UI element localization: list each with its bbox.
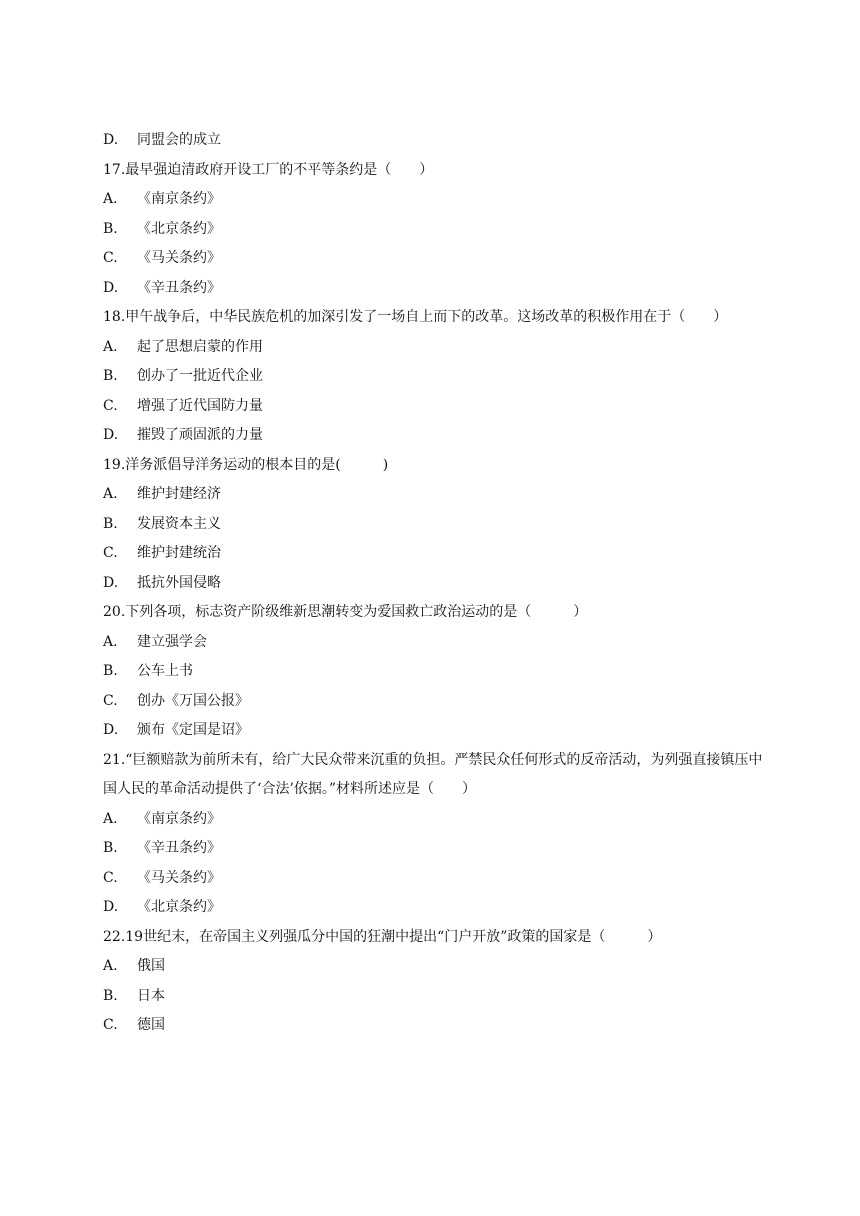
option-letter: D. — [103, 899, 119, 915]
question-text: 20.下列各项，标志资产阶级维新思潮转变为爱国救亡政治运动的是（ ） — [103, 604, 588, 620]
option-letter: C. — [103, 1017, 118, 1033]
option-text: 《辛丑条约》 — [137, 840, 221, 856]
answer-option — [103, 539, 763, 569]
option-letter: D. — [103, 574, 119, 591]
answer-option — [103, 362, 763, 392]
answer-option — [103, 657, 763, 687]
answer-option — [103, 569, 763, 599]
option-text: 《马关条约》 — [137, 250, 221, 266]
option-text: 《北京条约》 — [137, 220, 221, 237]
answer-option — [103, 834, 763, 864]
answer-option — [103, 1011, 763, 1041]
answer-option — [103, 510, 763, 540]
answer-option — [103, 244, 763, 274]
option-text: 德国 — [137, 1017, 165, 1033]
option-text: 创办《万国公报》 — [137, 692, 249, 709]
question-text: 22.19世纪末，在帝国主义列强瓜分中国的狂潮中提出“门户开放”政策的国家是（ ） — [103, 928, 662, 945]
option-letter: D. — [103, 279, 119, 296]
answer-option — [103, 126, 763, 156]
option-text: 创办了一批近代企业 — [137, 368, 263, 384]
option-letter: B. — [103, 987, 118, 1004]
answer-option — [103, 952, 763, 982]
answer-option — [103, 215, 763, 245]
option-text: 《辛丑条约》 — [137, 279, 221, 296]
question-list — [103, 126, 763, 1041]
option-letter: A. — [103, 191, 118, 207]
option-text: 公车上书 — [137, 663, 193, 679]
answer-option — [103, 628, 763, 658]
option-letter: A. — [103, 338, 118, 355]
answer-option — [103, 893, 763, 923]
option-letter: C. — [103, 692, 118, 709]
answer-option — [103, 805, 763, 835]
question-text: 19.洋务派倡导洋务运动的根本目的是( ) — [103, 456, 389, 473]
option-text: 发展资本主义 — [137, 515, 221, 532]
option-text: 《南京条约》 — [137, 191, 221, 207]
question-text: 17.最早强迫清政府开设工厂的不平等条约是（ ） — [103, 161, 434, 178]
option-letter: C. — [103, 250, 118, 266]
option-letter: C. — [103, 545, 118, 561]
option-text: 增强了近代国防力量 — [137, 397, 263, 414]
option-letter: A. — [103, 810, 118, 827]
option-text: 日本 — [137, 987, 165, 1004]
option-text: 同盟会的成立 — [137, 132, 221, 148]
option-text: 《北京条约》 — [137, 899, 221, 915]
option-letter: A. — [103, 958, 118, 974]
option-letter: B. — [103, 220, 118, 237]
option-letter: D. — [103, 132, 119, 148]
option-text: 建立强学会 — [137, 633, 207, 650]
answer-option — [103, 274, 763, 304]
answer-option — [103, 333, 763, 363]
option-letter: B. — [103, 663, 118, 679]
option-letter: C. — [103, 397, 118, 414]
option-text: 颁布《定国是诏》 — [137, 722, 249, 738]
option-text: 抵抗外国侵略 — [137, 574, 221, 591]
option-letter: C. — [103, 869, 118, 886]
question-text: 21.“巨额赔款为前所未有，给广大民众带来沉重的负担。严禁民众任何形式的反帝活动，为列强直接镇压中国人民的革命活动提供了‘合法’依据。”材料所述应是（ ） — [103, 751, 763, 797]
option-letter: D. — [103, 722, 119, 738]
answer-option — [103, 421, 763, 451]
option-letter: A. — [103, 486, 118, 502]
option-text: 俄国 — [137, 958, 165, 974]
option-text: 《马关条约》 — [137, 869, 221, 886]
option-text: 维护封建统治 — [137, 545, 221, 561]
question-text: 18.甲午战争后，中华民族危机的加深引发了一场自上而下的改革。这场改革的积极作用在于（ ） — [103, 309, 728, 325]
answer-option — [103, 687, 763, 717]
option-letter: A. — [103, 633, 118, 650]
answer-option — [103, 716, 763, 746]
option-text: 维护封建经济 — [137, 486, 221, 502]
option-letter: D. — [103, 427, 119, 443]
option-letter: B. — [103, 515, 118, 532]
answer-option — [103, 982, 763, 1012]
answer-option — [103, 392, 763, 422]
option-letter: B. — [103, 368, 118, 384]
answer-option — [103, 480, 763, 510]
option-letter: B. — [103, 840, 118, 856]
option-text: 摧毁了顽固派的力量 — [137, 427, 263, 443]
option-text: 起了思想启蒙的作用 — [137, 338, 263, 355]
answer-option — [103, 864, 763, 894]
answer-option — [103, 185, 763, 215]
option-text: 《南京条约》 — [137, 810, 221, 827]
